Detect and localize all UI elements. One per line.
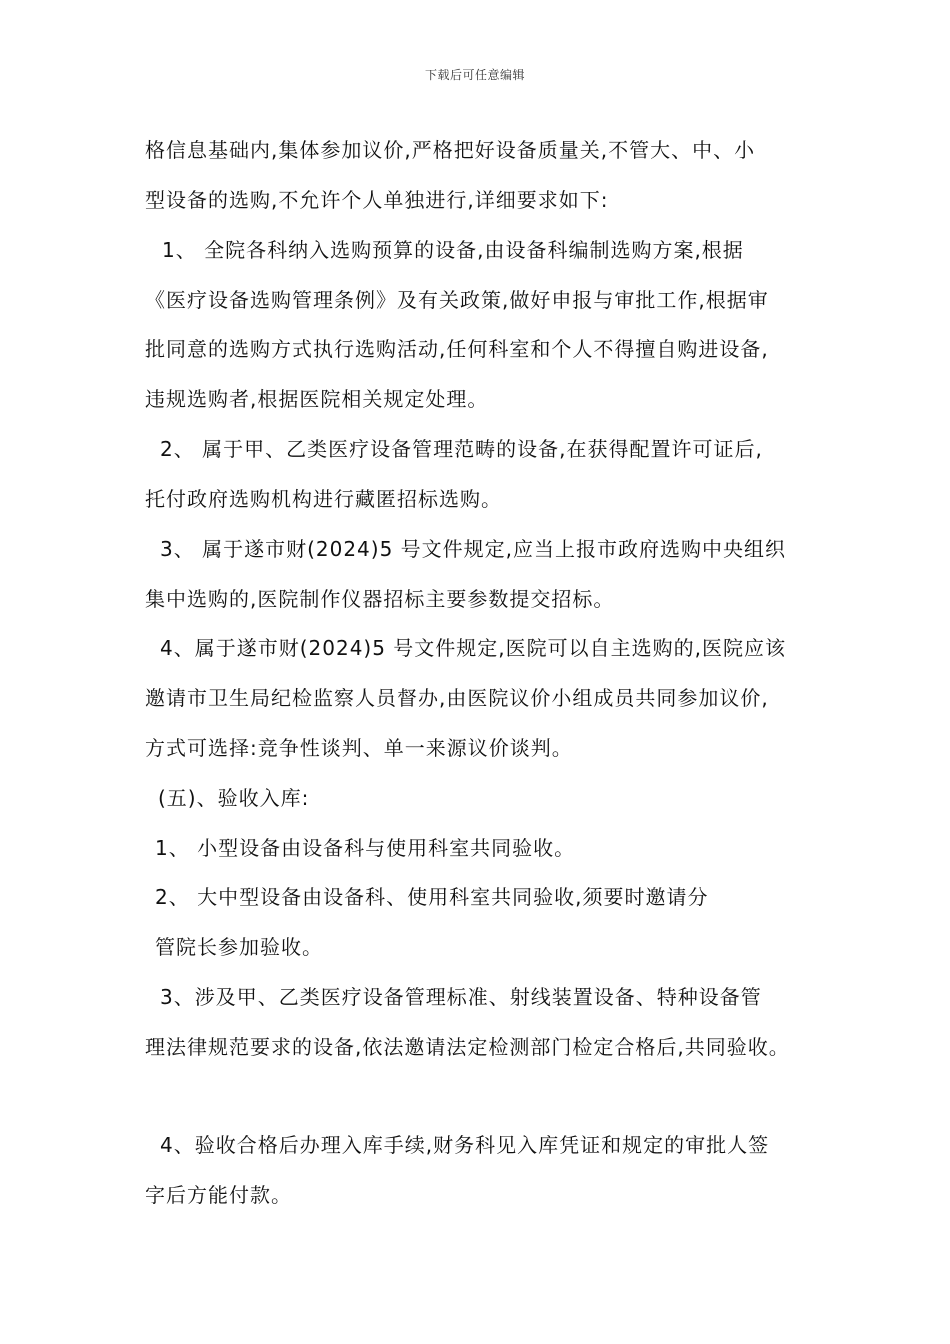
body-line: 型设备的选购,不允许个人单独进行,详细要求如下: [145, 188, 609, 212]
body-line: 2、 大中型设备由设备科、使用科室共同验收,须要时邀请分 [155, 885, 709, 909]
section-heading: (五)、验收入库: [158, 786, 310, 810]
body-line: 4、验收合格后办理入库手续,财务科见入库凭证和规定的审批人签 [160, 1133, 770, 1157]
page-header: 下载后可任意编辑 [424, 68, 525, 82]
body-line: 邀请市卫生局纪检监察人员督办,由医院议价小组成员共同参加议价, [145, 686, 769, 710]
body-line: 1、 全院各科纳入选购预算的设备,由设备科编制选购方案,根据 [162, 238, 744, 262]
body-line: 2、 属于甲、乙类医疗设备管理范畴的设备,在获得配置许可证后, [160, 437, 763, 461]
body-line: 字后方能付款。 [145, 1183, 292, 1207]
body-line: 4、属于遂市财(2024)5 号文件规定,医院可以自主选购的,医院应该 [160, 636, 787, 660]
body-line: 方式可选择:竞争性谈判、单一来源议价谈判。 [145, 736, 573, 760]
body-line: 3、涉及甲、乙类医疗设备管理标准、射线装置设备、特种设备管 [160, 985, 762, 1009]
body-line: 批同意的选购方式执行选购活动,任何科室和个人不得擅自购进设备, [145, 337, 769, 361]
body-line: 3、 属于遂市财(2024)5 号文件规定,应当上报市政府选购中央组织 [160, 537, 787, 561]
body-line: 违规选购者,根据医院相关规定处理。 [145, 387, 489, 411]
body-line: 集中选购的,医院制作仪器招标主要参数提交招标。 [145, 587, 615, 611]
body-line: 理法律规范要求的设备,依法邀请法定检测部门检定合格后,共同验收。 [145, 1035, 790, 1059]
body-line: 托付政府选购机构进行藏匿招标选购。 [145, 487, 502, 511]
body-line: 格信息基础内,集体参加议价,严格把好设备质量关,不管大、中、小 [145, 138, 756, 162]
body-line: 管院长参加验收。 [155, 935, 323, 959]
body-line: 《医疗设备选购管理条例》及有关政策,做好申报与审批工作,根据审 [145, 288, 769, 312]
body-line: 1、 小型设备由设备科与使用科室共同验收。 [155, 836, 576, 860]
